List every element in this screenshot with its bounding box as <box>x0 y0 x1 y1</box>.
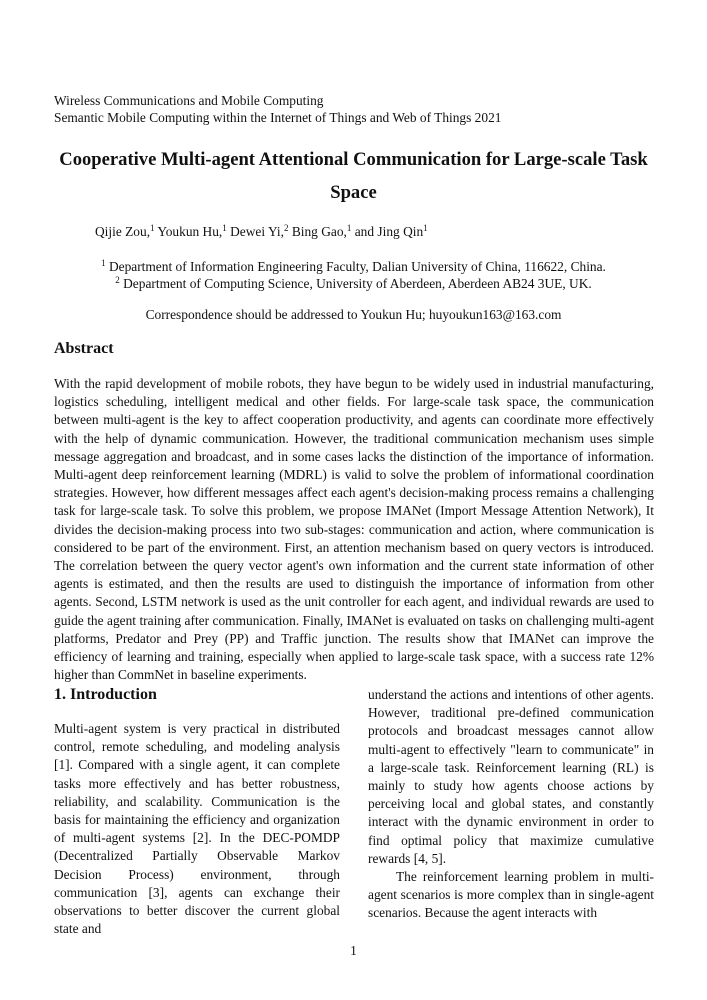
journal-name: Wireless Communications and Mobile Computing <box>54 93 324 108</box>
abstract-text: With the rapid development of mobile robots, they have begun to be widely used in industrial manufacturing, logistics scheduling, intelligent medical and other fields. For large-scale task space, the communication between multi-agent is the key to affect cooperation productivity, and agents can coordinate more effectively with the help of dynamic communication. However, the traditional communication mechanism uses simple message aggregation and broadcast, and in some cases lacks the distinction of the importance of information. Multi-agent deep reinforcement learning (MDRL) is valid to solve the problem of informational coordination strategies. However, how different messages affect each agent's decision-making process remains a challenging task for large-scale task. To solve this problem, we propose IMANet (Import Message Attention Network), It divides the decision-making process into two sub-stages: communication and action, where communication is considered to be part of the environment. First, an attention mechanism based on query vectors is introduced. The correlation between the query vector agent's own information and the current state information of other agents is estimated, and then the results are used to distinguish the importance of information from other agents. Second, LSTM network is used as the unit controller for each agent, and individual rewards are used to guide the agent training after communication. Finally, IMANet is evaluated on tasks on challenging multi-agent platforms, Predator and Prey (PP) and Traffic junction. The results show that IMANet can improve the efficiency of learning and training, especially when applied to large-scale task space, with a success rate 12% higher than CommNet in baseline experiments. <box>54 376 654 683</box>
author: Bing Gao,$^1$ <box>291 223 352 239</box>
affiliation: $^1$ Department of Information Engineering Faculty, Dalian University of China, 116622, China. <box>101 258 606 274</box>
paragraph: Multi-agent system is very practical in distributed control, remote scheduling, and modeling analysis [1]. Compared with a single agent, it can complete tasks more effectively and has better robustness, reliability, and scalability. Communication is the basis for maintaining the efficiency and organization of multi-agent systems [2]. In the DEC-POMDP (Decentralized Partially Observable Markov Decision Process) environment, through communication [3], agents can exchange their observations to better discover the current global state and <box>54 721 340 937</box>
paragraph: The reinforcement learning problem in multi-agent scenarios is more complex than in single-agent scenarios. Because the agent interacts with <box>368 869 654 921</box>
paragraph: understand the actions and intentions of other agents. However, traditional pre-defined communication protocols and broadcast messages cannot allow multi-agent to effectively "learn to communicate" in a large-scale task. Reinforcement learning (RL) is mainly to study how agents choose actions by perceiving local and global states, and constantly interact with the dynamic environment in order to find optimal policy that maximize cumulative rewards [4, 5]. <box>368 687 654 866</box>
journal-header <box>54 92 501 126</box>
affiliations <box>0 258 707 292</box>
author: Youkun Hu,$^1$ <box>157 223 227 239</box>
correspondence: Correspondence should be addressed to Youkun Hu; huyoukun163@163.com <box>145 307 562 322</box>
affiliation: $^2$ Department of Computing Science, University of Aberdeen, Aberdeen AB24 3UE, UK. <box>115 275 592 291</box>
abstract-heading: Abstract <box>54 340 114 357</box>
introduction-heading: 1. Introduction <box>54 686 157 703</box>
left-column <box>54 720 340 938</box>
journal-issue: Semantic Mobile Computing within the Internet of Things and Web of Things 2021 <box>54 110 502 125</box>
author-list <box>95 224 428 240</box>
page-number: 1 <box>350 943 357 958</box>
author: Dewei Yi,$^2$ <box>230 223 289 239</box>
author: Qijie Zou,$^1$ <box>95 223 155 239</box>
paper-title: Cooperative Multi-agent Attentional Communication for Large-scale Task Space <box>59 149 648 203</box>
right-column <box>368 686 654 923</box>
author: and Jing Qin$^1$ <box>354 223 428 239</box>
